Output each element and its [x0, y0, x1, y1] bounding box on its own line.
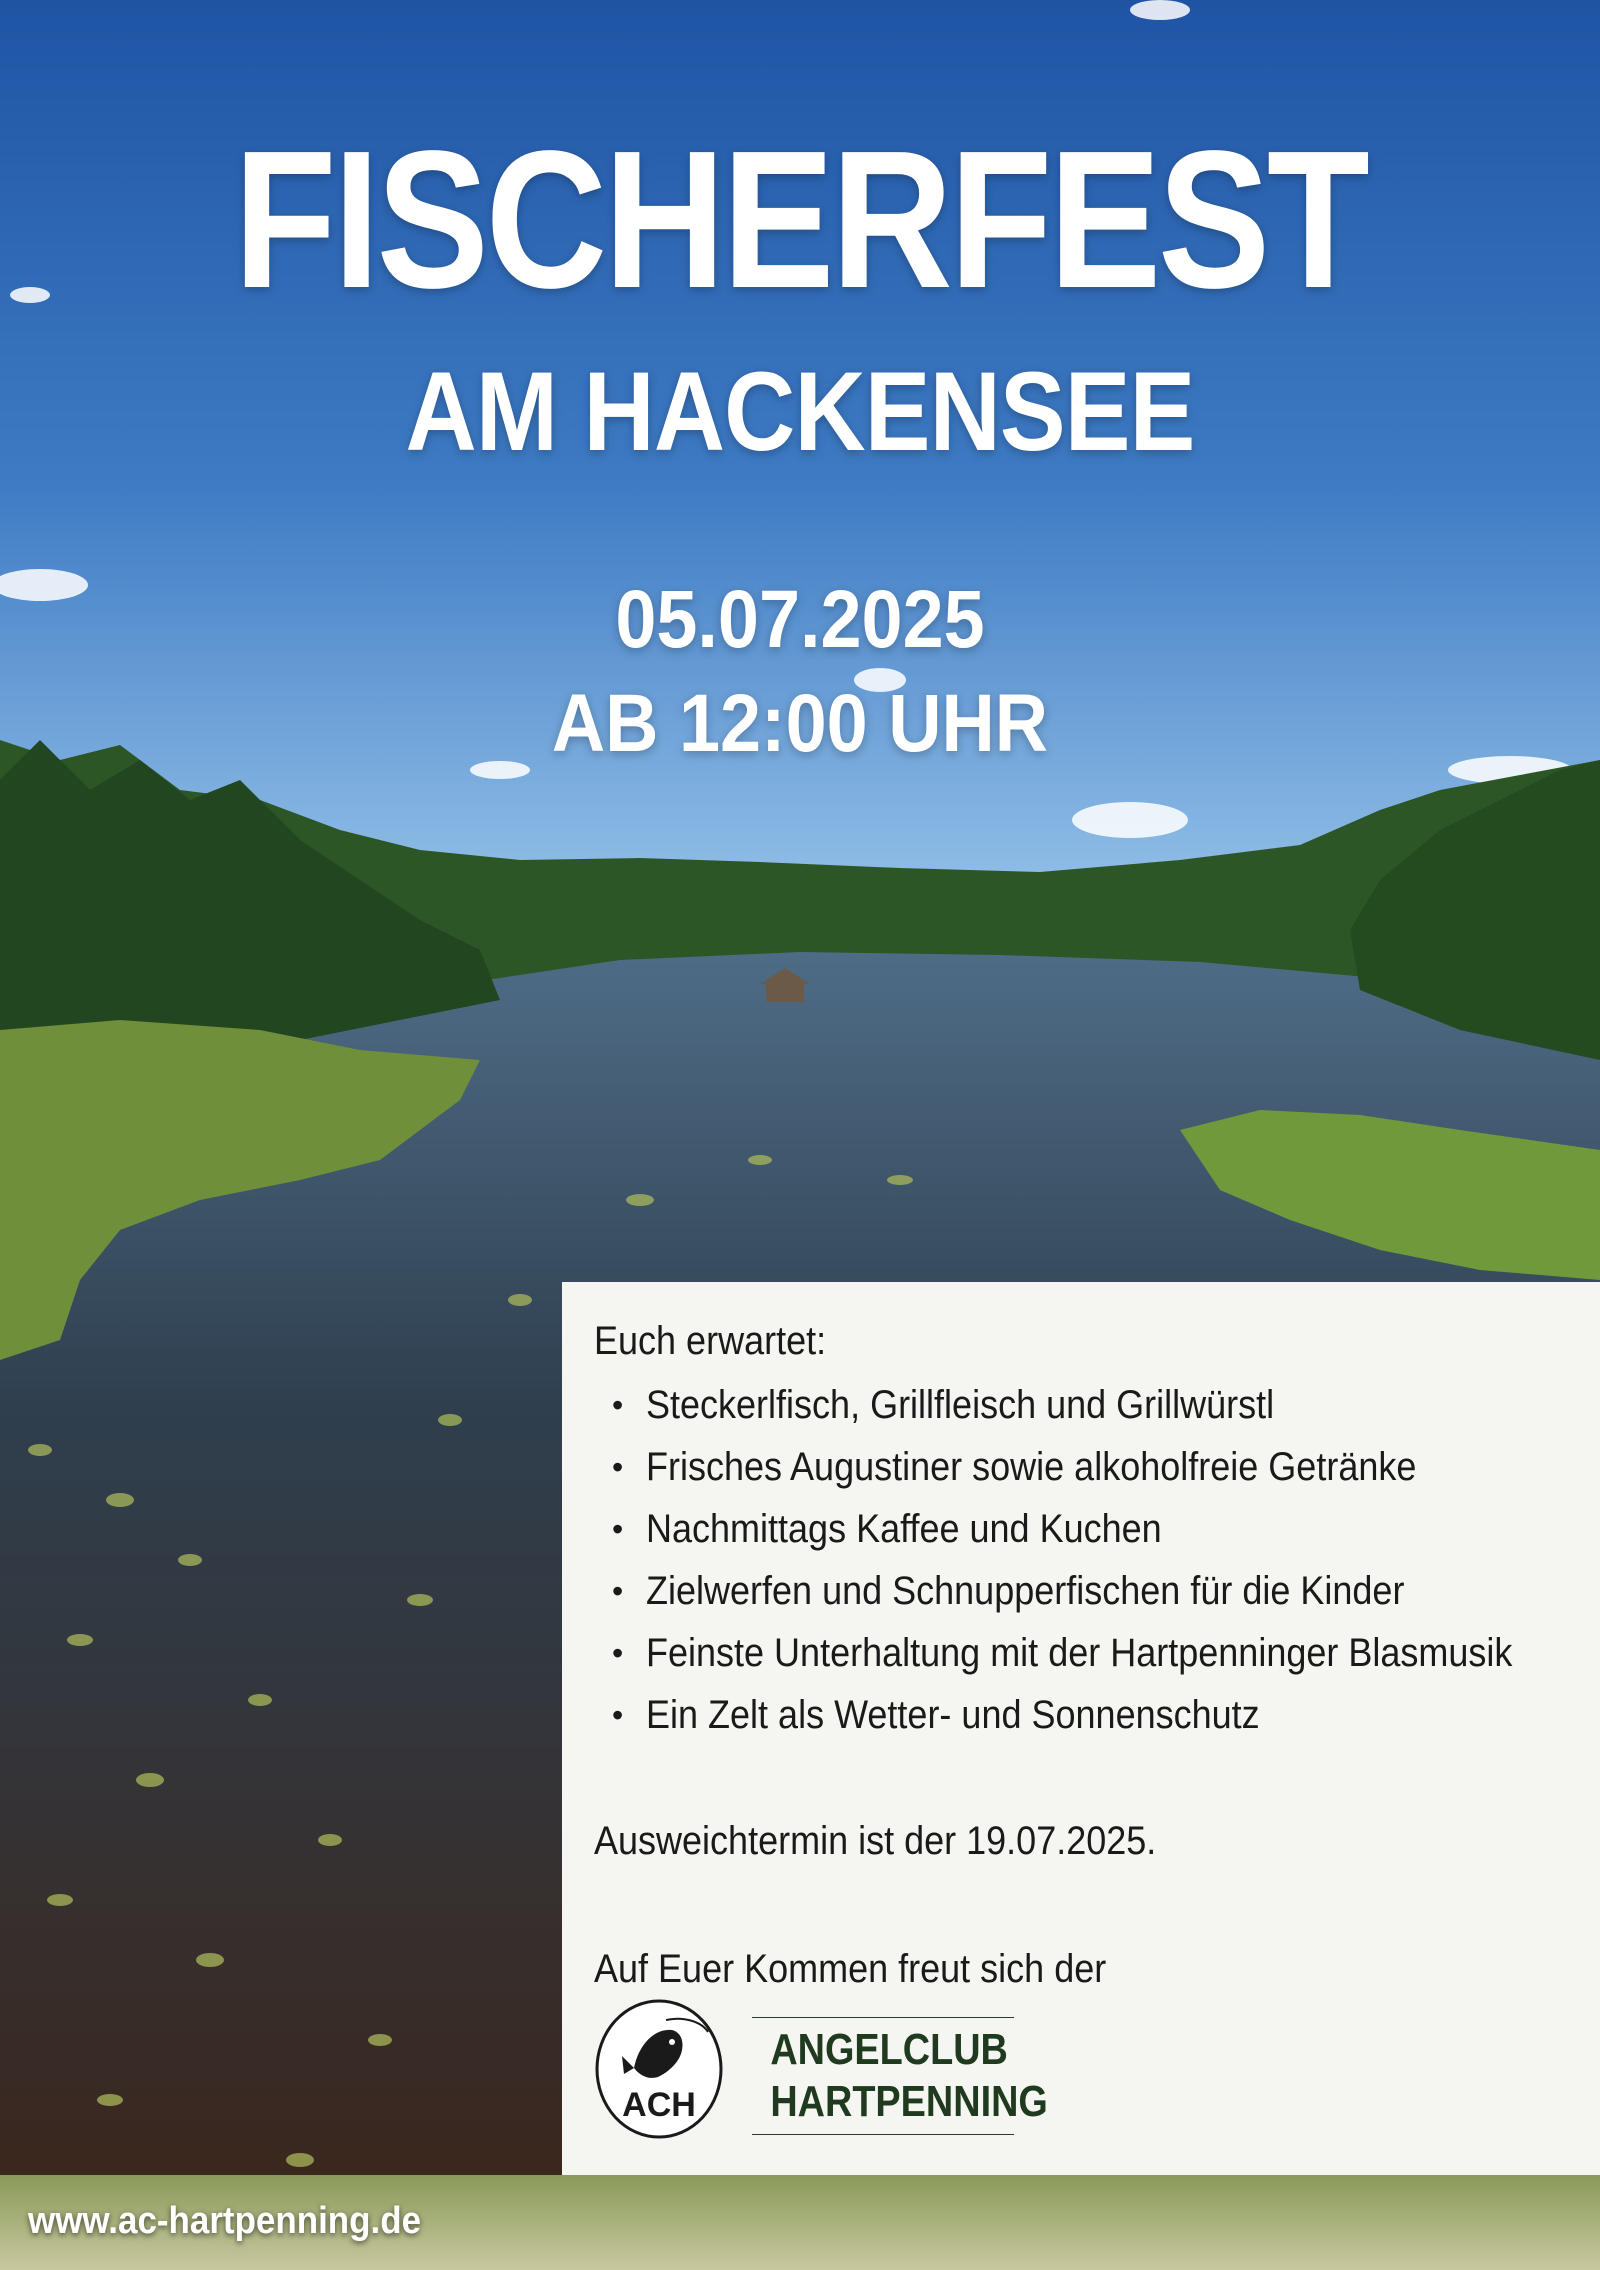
angelclub-logo — [594, 1998, 724, 2140]
poster-subtitle: AM HACKENSEE — [405, 349, 1195, 474]
bullet-icon: • — [612, 1511, 624, 1547]
list-item-text: Steckerlfisch, Grillfleisch und Grillwürstl — [646, 1383, 1275, 1427]
offer-list — [594, 1374, 1600, 1746]
club-name-line2: HARTPENNING — [770, 2077, 1048, 2126]
event-time: AB 12:00 UHR — [551, 678, 1049, 769]
list-item — [594, 1622, 1600, 1684]
list-item-text: Nachmittags Kaffee und Kuchen — [646, 1507, 1162, 1551]
poster-title: FISCHERFEST — [233, 110, 1367, 329]
list-item — [594, 1684, 1600, 1746]
list-item-text: Feinste Unterhaltung mit der Hartpenninger Blasmusik — [646, 1631, 1513, 1675]
list-item-text: Ein Zelt als Wetter- und Sonnenschutz — [646, 1693, 1260, 1737]
fallback-date-note: Ausweichtermin ist der 19.07.2025. — [594, 1819, 1157, 1863]
list-item-text: Zielwerfen und Schnupperfischen für die Kinder — [646, 1569, 1405, 1613]
bullet-icon: • — [612, 1387, 624, 1423]
list-item — [594, 1374, 1600, 1436]
bullet-icon: • — [612, 1697, 624, 1733]
closing-line: Auf Euer Kommen freut sich der — [594, 1947, 1107, 1991]
list-item-text: Frisches Augustiner sowie alkoholfreie Getränke — [646, 1445, 1417, 1489]
bullet-icon: • — [612, 1573, 624, 1609]
event-date: 05.07.2025 — [615, 574, 985, 665]
info-panel — [562, 1282, 1600, 2175]
logo-letters: ACH — [622, 2086, 696, 2124]
website-link[interactable]: www.ac-hartpenning.de — [28, 2200, 422, 2242]
club-name — [752, 2017, 1048, 2135]
bullet-icon: • — [612, 1449, 624, 1485]
club-name-line1: ANGELCLUB — [770, 2025, 1008, 2074]
list-item — [594, 1498, 1600, 1560]
list-item — [594, 1436, 1600, 1498]
bullet-icon: • — [612, 1635, 624, 1671]
offer-intro: Euch erwartet: — [594, 1319, 827, 1363]
list-item — [594, 1560, 1600, 1622]
